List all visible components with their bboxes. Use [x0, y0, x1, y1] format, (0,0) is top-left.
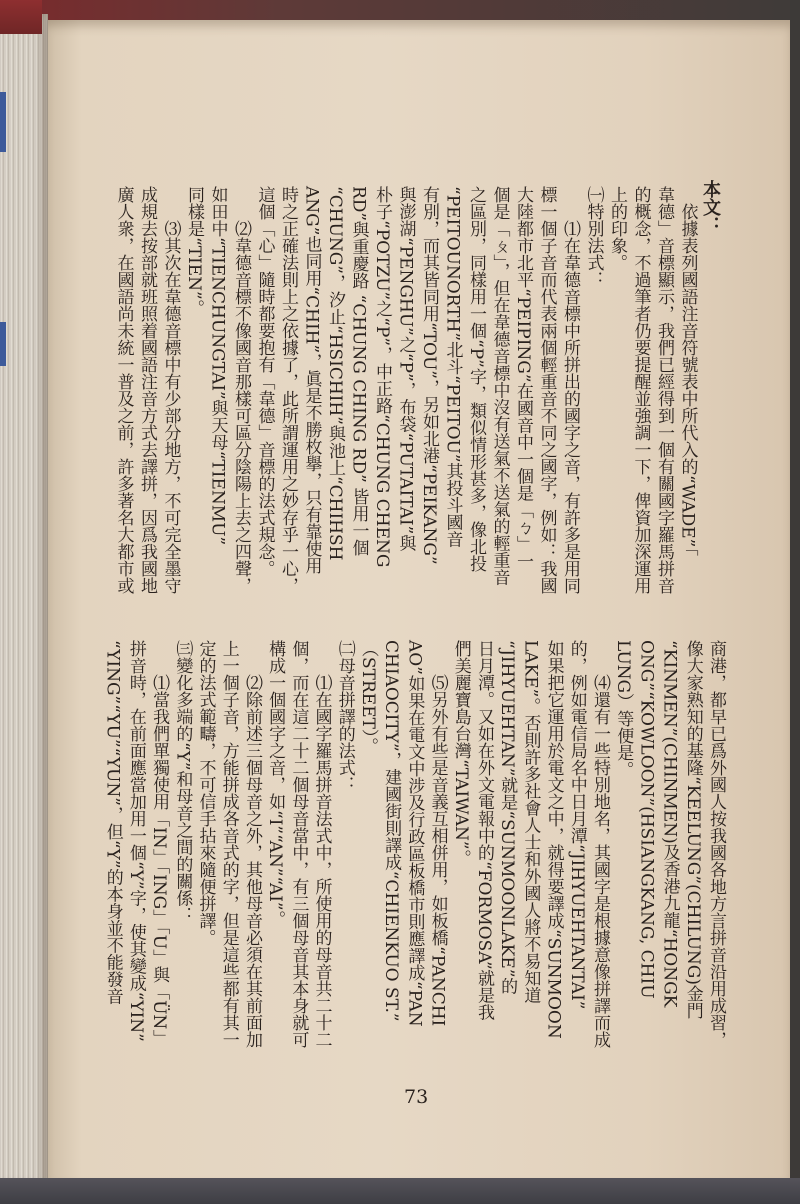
text-column: 的，例如電信局名中日月潭“JIHYUEHTANTAI”	[566, 640, 587, 1010]
text-column: 們美麗寶島台灣“TAIWAN”。	[450, 640, 471, 867]
text-column: AO”如果在電文中涉及行政區板橋市則應譯成“PAN	[404, 640, 425, 1027]
text-column: ⑵除前述三個母音之外，其他母音必須在其前面加	[241, 674, 262, 1048]
text-column: ⑵韋德音標不像國音那樣可區分陰陽上去之四聲，	[231, 220, 251, 594]
text-column: ⑴當我們單獨使用「IN」「ING」「U」與「ÜN」	[149, 674, 170, 1047]
bottom-text-block	[101, 640, 727, 1065]
text-column: （STREET）。	[357, 640, 378, 755]
edge-tab-mark	[0, 92, 6, 152]
text-column: “YING”“YU”“YUN”，但“Y”的本身並不能發音	[102, 640, 123, 1005]
text-column: ⑷還有一些特別地名，其國字是根據意像拼譯而成	[589, 674, 610, 1048]
top-text-block	[111, 180, 722, 616]
text-column: ⑴在國字羅馬拼音法式中，所使用的母音共二十二	[311, 674, 332, 1048]
text-column: 上的印象。	[607, 186, 627, 271]
binding-strip	[0, 0, 42, 34]
text-column: 上一個子音，方能拼成各音式的字，但是這些都有其一	[218, 640, 239, 1048]
text-column: ㈠特別法式：	[583, 186, 604, 288]
text-column: 商港，都早已爲外國人按我國各地方言拼音沿用成習，	[706, 640, 726, 1048]
text-column: 有別，而其皆同用“TOU”，另如北港“PEIKANG”	[419, 186, 439, 565]
edge-tab-mark	[0, 322, 6, 366]
text-column: “CHUNG”，汐止“HSICHIH”與池上“CHIHSH	[325, 186, 345, 561]
text-column: 之區別，同樣用一個“P”字，類似情形甚多，像北投	[466, 186, 486, 572]
text-column: ㈢變化多端的“Y”和母音之間的關係：	[172, 640, 193, 924]
text-column: ㈡母音拼譯的法式：	[334, 640, 355, 793]
book-bottom-edge	[0, 1178, 800, 1204]
text-column: 大陸都市北平“PEIPING”在國音中一個是「ㄅ」一	[513, 186, 533, 570]
text-column: 標一個子音而代表兩個輕重音不同之國字，例如：我國	[536, 186, 557, 594]
text-column: 韋德」音標顯示，我們已經得到一個有關國字羅馬拼音	[654, 186, 674, 594]
text-column: 朴子“POTZU”之“P”，中正路“CHUNG CHENG	[372, 186, 392, 568]
text-column: LUNG）等便是。	[613, 640, 634, 779]
text-column: “PEITOUNORTH”北斗“PEITOU”其投斗國音	[442, 186, 463, 548]
page-number: 73	[404, 1086, 429, 1108]
text-column: 拼音時，在前面應當加用一個“Y”字，使其變成“YIN”	[125, 640, 146, 1042]
text-column: “JIHYUEHTAN”就是“SUNMOONLAKE”的	[497, 640, 518, 995]
text-column: 與澎湖“PENGHU”之“P”，布袋“PUTAITAI”與	[395, 186, 416, 552]
text-column: 廣人衆，在國語尚未統一普及之前，許多著名大都市或	[113, 186, 134, 594]
text-column: ⑶其次在韋德音標中有少部分地方，不可完全墨守	[160, 220, 181, 594]
book-right-edge	[790, 0, 800, 1204]
text-column: 依據表列國語注音符號表中所代入的“WADE”「	[677, 203, 698, 556]
text-column: 同樣是“TIEN”。	[184, 186, 204, 317]
page-heading: 本文：	[700, 180, 721, 234]
text-column: 定的法式範疇，不可信手拈來隨便拼譯。	[195, 640, 216, 946]
text-column: 成規去按部就班照着國語注音方式去譯拼，因爲我國地	[137, 186, 157, 594]
text-column: 構成一個國字之音，如“I”“AN”“AI”。	[265, 640, 286, 928]
text-column: 日月潭。又如在外文電報中的“FORMOSA”就是我	[473, 640, 494, 1021]
text-column: 的概念，不過筆者仍要提醒並強調一下，俾資加深運用	[630, 186, 651, 594]
text-column: 如田中“TIENCHUNGTAI”與天母“TIENMU”	[207, 186, 228, 546]
text-column: 這個「心」隨時都要抱有「韋德」音標的法式規念。	[254, 186, 275, 577]
text-column: CHIAOCITY”，建國街則譯成“CHIENKUO ST.”	[381, 640, 402, 1022]
text-column: 如果把它運用於電文之中，就得要譯成“SUNMOON	[543, 640, 564, 1039]
text-column: ANG”也同用“CHIH”，眞是不勝枚擧，只有靠使用	[301, 186, 322, 575]
text-column: RD”與重慶路 “CHUNG CHING RD” 皆用一個	[348, 186, 369, 557]
text-column: “KINMEN”(CHINMEN)及香港九龍“HONGK	[659, 640, 680, 1008]
text-column: ⑴在韋德音標中所拼出的國字之音，有許多是用同	[560, 220, 580, 594]
text-column: 個是「ㄆ」，但在韋德音標中沒有送氣不送氣的輕重音	[489, 186, 510, 586]
text-column: 時之正確法則上之依據了，此所謂運用之妙存乎一心，	[278, 186, 298, 594]
text-column: 像大家熟知的基隆“KEELUNG”(CHILUNG)金門	[682, 640, 703, 1019]
text-column: ONG”“KOWLOON”(HSIANGKANG, CHIU	[636, 640, 657, 999]
text-column: LAKE”。否則許多社會人士和外國人將不易知道	[520, 640, 541, 1004]
text-column: 個，而在這二十二個母音當中，有三個母音其本身就可	[288, 640, 309, 1048]
text-column: ⑸另外有些是音義互相併用，如板橋“PANCHI	[427, 674, 448, 1027]
page-edge-stack	[0, 14, 48, 1184]
